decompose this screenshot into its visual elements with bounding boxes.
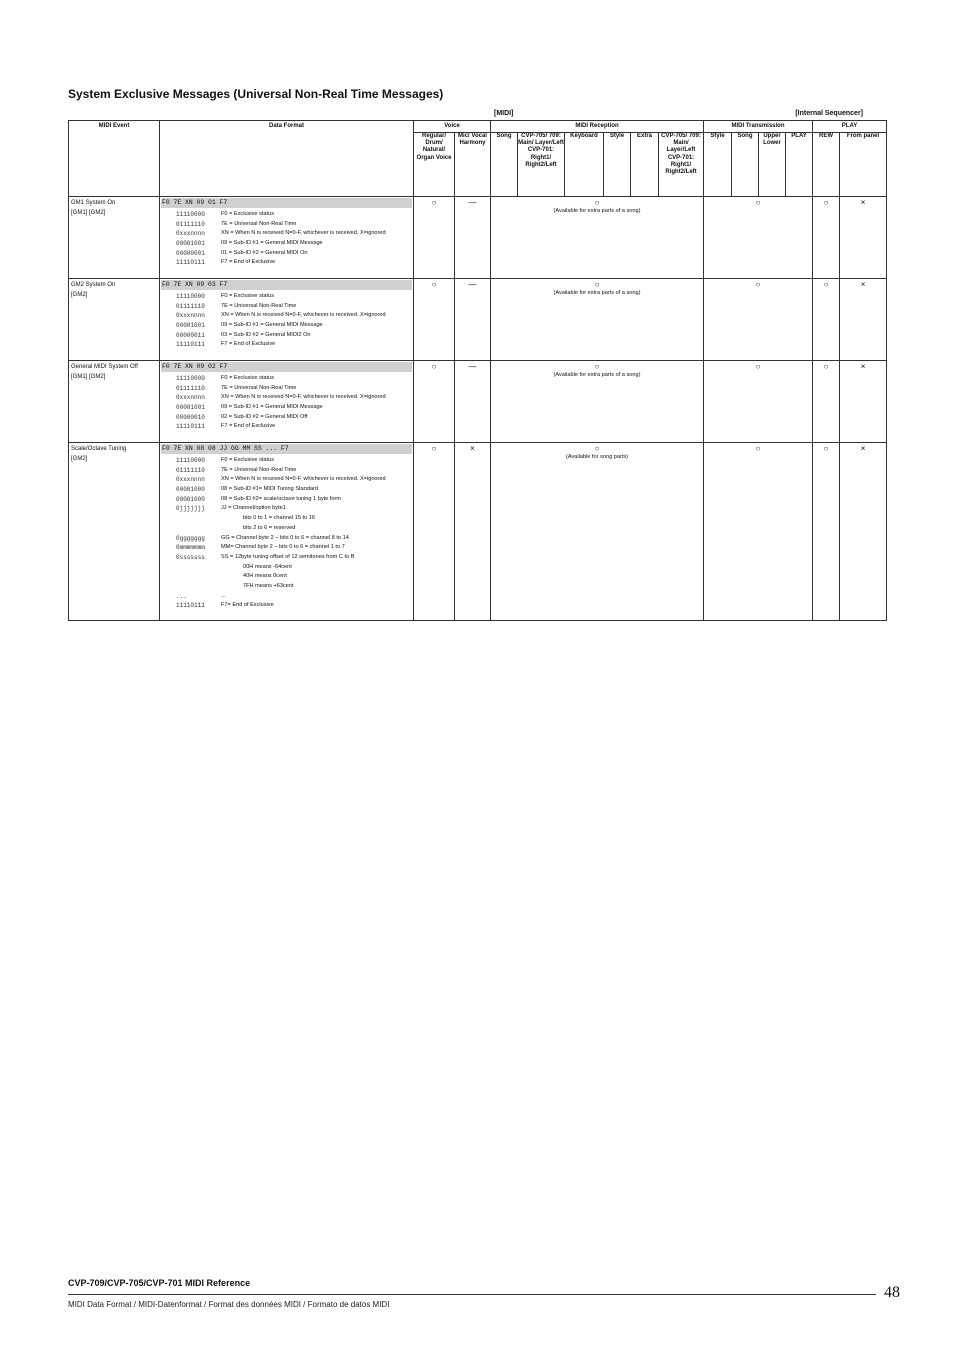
midi-reception-note: (Available for extra parts of a song) <box>553 372 641 378</box>
data-format-line <box>161 258 412 268</box>
data-format-description: MM= Channel byte 2 – bits 0 to 6 = channel 1 to 7 <box>221 544 345 551</box>
col-rx-keyboard: Keyboard <box>565 133 604 197</box>
col-group-midi-reception: MIDI Reception <box>491 121 704 133</box>
data-format-bits: 11110000 <box>176 211 205 218</box>
data-format-bits: ... <box>176 592 187 600</box>
data-format-cell <box>160 443 414 621</box>
data-format-description: 08 = Sub-ID #1= MIDI Tuning Standard <box>221 486 319 493</box>
internal-sequencer-group-label: [Internal Sequencer] <box>795 110 863 117</box>
data-format-continuation: bits 2 to 6 = reserved <box>243 524 296 531</box>
data-format-bits: 11110000 <box>176 375 205 382</box>
table-row <box>69 197 887 279</box>
midi-reception-symbol: ○ <box>594 198 600 207</box>
col-group-voice: Voice <box>414 121 491 133</box>
voice-regular-symbol: ○ <box>431 444 437 453</box>
play-cell <box>813 279 840 361</box>
midi-transmission-cell <box>704 197 813 279</box>
midi-transmission-cell <box>704 279 813 361</box>
rew-cell <box>840 443 887 621</box>
midi-transmission-symbol: ○ <box>755 444 761 453</box>
col-from-panel: From panel <box>840 133 887 197</box>
voice-regular-cell <box>414 197 455 279</box>
col-rx-style: Style <box>604 133 631 197</box>
voice-mic-symbol: × <box>470 444 475 453</box>
midi-transmission-symbol: ○ <box>755 198 761 207</box>
data-format-line <box>161 302 412 312</box>
data-format-bits: 0xxxnnnn <box>176 230 205 238</box>
midi-event-label: GM1 System On <box>71 200 116 206</box>
data-format-bits: 11110000 <box>176 457 205 464</box>
data-format-bits: 11110111 <box>176 259 205 267</box>
midi-event-cell <box>69 443 160 621</box>
data-format-description: SS = 12byte tuning offset of 12 semitones from C to B <box>221 553 355 560</box>
rew-cell <box>840 197 887 279</box>
header-row-1 <box>69 121 887 133</box>
col-rx-song: Song <box>491 133 518 197</box>
data-format-line <box>161 572 412 582</box>
data-format-line <box>161 485 412 495</box>
midi-group-label: [MIDI] <box>494 110 514 117</box>
data-format-line <box>161 582 412 592</box>
rew-cell <box>840 361 887 443</box>
data-format-description: ... <box>221 592 226 599</box>
midi-transmission-symbol: ○ <box>755 362 761 371</box>
data-format-description: 09 = Sub-ID #1 = General MIDI Message <box>221 404 323 411</box>
data-format-line <box>161 340 412 350</box>
midi-reception-cell <box>491 279 704 361</box>
data-format-bits: 01111110 <box>176 302 205 310</box>
rew-symbol: × <box>860 280 866 289</box>
data-format-continuation: 7FH means +63cent <box>243 582 294 589</box>
data-format-line <box>161 592 412 602</box>
voice-mic-cell <box>455 197 491 279</box>
col-group-play: PLAY <box>813 121 887 133</box>
data-format-line <box>161 249 412 259</box>
footer-title: CVP-709/CVP-705/CVP-701 MIDI Reference <box>68 1278 251 1288</box>
data-format-description: GG = Channel byte 2 – bits 0 to 6 = channel 8 to 14 <box>221 534 349 541</box>
col-tx-upper-lower: Upper Lower <box>759 133 786 197</box>
data-format-description: F7 = End of Exclusive <box>221 341 276 348</box>
data-format-line <box>161 403 412 413</box>
play-cell <box>813 443 840 621</box>
table-row <box>69 361 887 443</box>
midi-event-label: GM2 System On <box>71 282 116 288</box>
data-format-line <box>161 239 412 249</box>
data-format-description: F0 = Exclusive status <box>221 293 275 299</box>
data-format-description: 08 = Sub-ID #2= scale/octave tuning 1 byte form <box>221 495 342 502</box>
data-format-bits: 01111110 <box>176 220 205 228</box>
midi-event-cell <box>69 197 160 279</box>
data-format-bits: 00000011 <box>176 331 205 339</box>
data-format-description: F0 = Exclusive status <box>221 375 275 381</box>
play-cell <box>813 197 840 279</box>
data-format-line <box>161 504 412 514</box>
midi-reception-symbol: ○ <box>594 444 600 453</box>
data-format-description: F7= End of Exclusive <box>221 602 274 609</box>
rew-cell <box>840 279 887 361</box>
data-format-line <box>161 292 412 302</box>
data-format-line <box>161 475 412 485</box>
data-format-bits: 11110111 <box>176 341 205 349</box>
data-format-cell <box>160 197 414 279</box>
data-format-line <box>161 384 412 394</box>
data-format-description: 7E = Universal Non-Real Time <box>221 466 297 473</box>
message-bytes: F0 7E XN 08 08 JJ GG MM SS ... F7 <box>161 444 412 454</box>
data-format-line <box>161 514 412 524</box>
midi-reception-cell <box>491 443 704 621</box>
data-format-bits: 0xxxnnnn <box>176 312 205 320</box>
midi-event-label: [GM2] <box>71 292 88 299</box>
data-format-bits: 00001000 <box>176 495 205 503</box>
data-format-bits: 00001001 <box>176 322 205 330</box>
play-symbol: ○ <box>823 280 829 289</box>
table-row <box>69 443 887 621</box>
data-format-line <box>161 210 412 220</box>
col-mic-vocal-harmony: Mic/ Vocal Harmony <box>455 133 491 197</box>
data-format-line <box>161 466 412 476</box>
sysex-table <box>68 120 887 621</box>
data-format-description: XN = When N is received N=0-F, whichever is received. X=ignored <box>221 312 386 319</box>
data-format-line <box>161 534 412 544</box>
data-format-bits: 0mmmmmmm <box>176 544 205 552</box>
table-body <box>69 197 887 621</box>
data-format-bits: 11110111 <box>176 423 205 431</box>
voice-regular-cell <box>414 361 455 443</box>
data-format-line <box>161 321 412 331</box>
data-format-line <box>161 220 412 230</box>
midi-reception-symbol: ○ <box>594 362 600 371</box>
page-number: 48 <box>884 1284 900 1301</box>
play-cell <box>813 361 840 443</box>
data-format-line <box>161 413 412 423</box>
data-format-bits: 11110000 <box>176 293 205 300</box>
midi-reception-symbol: ○ <box>594 280 600 289</box>
midi-reception-cell <box>491 197 704 279</box>
voice-mic-cell <box>455 443 491 621</box>
play-symbol: ○ <box>823 444 829 453</box>
midi-event-label: [GM1] [GM2] <box>71 210 106 217</box>
data-format-bits: 00000010 <box>176 413 205 421</box>
midi-reception-note: (Available for extra parts of a song) <box>553 290 641 296</box>
data-format-line <box>161 543 412 553</box>
data-format-description: F0 = Exclusive status <box>221 211 275 217</box>
data-format-cell <box>160 361 414 443</box>
midi-event-cell <box>69 361 160 443</box>
midi-event-label: [GM1] [GM2] <box>71 374 106 381</box>
footer-divider <box>68 1294 876 1295</box>
data-format-line <box>161 311 412 321</box>
voice-regular-symbol: ○ <box>431 198 437 207</box>
col-tx-cvp-parts: CVP-705/ 709: Main/ Layer/Left CVP-701: Right1/ Right2/Left <box>659 133 704 197</box>
data-format-line <box>161 456 412 466</box>
data-format-bits: 0sssssss <box>176 553 205 561</box>
midi-reception-note: (Available for song parts) <box>565 454 629 460</box>
data-format-description: XN = When N is received N=0-F, whichever is received. X=ignored <box>221 230 386 237</box>
voice-mic-symbol: — <box>468 198 477 207</box>
data-format-bits: 01111110 <box>176 384 205 392</box>
data-format-description: 01 = Sub-ID #2 = General MIDI On <box>221 249 308 256</box>
midi-event-cell <box>69 279 160 361</box>
data-format-line <box>161 422 412 432</box>
data-format-description: XN = When N is received N=0-F, whichever is received. X=ignored <box>221 476 386 483</box>
data-format-continuation: 00H means -64cent <box>243 563 292 570</box>
voice-mic-cell <box>455 361 491 443</box>
data-format-bits: 0jjjjjjj <box>176 505 205 513</box>
rew-symbol: × <box>860 362 866 371</box>
play-symbol: ○ <box>823 198 829 207</box>
data-format-description: JJ = Channel/option byte1 <box>221 505 286 512</box>
data-format-description: 09 = Sub-ID #1 = General MIDI Message <box>221 240 323 247</box>
data-format-line <box>161 331 412 341</box>
data-format-description: F0 = Exclusive status <box>221 457 275 463</box>
voice-mic-cell <box>455 279 491 361</box>
data-format-bits: 00000001 <box>176 249 205 257</box>
midi-transmission-symbol: ○ <box>755 280 761 289</box>
col-rx-extra: Extra <box>631 133 659 197</box>
data-format-line <box>161 393 412 403</box>
rew-symbol: × <box>860 198 866 207</box>
table-row <box>69 279 887 361</box>
message-bytes: F0 7E XN 09 03 F7 <box>161 280 412 290</box>
midi-reception-cell <box>491 361 704 443</box>
midi-event-label: General MIDI System Off <box>71 364 138 370</box>
col-rew: REW <box>813 133 840 197</box>
col-midi-event: MIDI Event <box>69 121 160 197</box>
data-format-cell <box>160 279 414 361</box>
play-symbol: ○ <box>823 362 829 371</box>
data-format-bits: 01111110 <box>176 466 205 474</box>
data-format-description: 09 = Sub-ID #1 = General MIDI Message <box>221 322 323 329</box>
voice-mic-symbol: — <box>468 280 477 289</box>
data-format-continuation: 40H means 0cent <box>243 573 287 580</box>
data-format-bits: 0xxxnnnn <box>176 476 205 484</box>
data-format-description: 03 = Sub-ID #2 = General MIDI2 On <box>221 331 311 338</box>
data-format-bits: 0ggggggg <box>176 534 205 542</box>
col-play: PLAY <box>786 133 813 197</box>
data-format-bits: 00001001 <box>176 240 205 248</box>
data-format-continuation: bits 0 to 1 = channel 15 to 16 <box>243 515 315 522</box>
data-format-description: F7 = End of Exclusive <box>221 423 276 430</box>
data-format-line <box>161 563 412 573</box>
data-format-description: 7E = Universal Non-Real Time <box>221 384 297 391</box>
data-format-line <box>161 524 412 534</box>
data-format-description: 7E = Universal Non-Real Time <box>221 220 297 227</box>
col-rx-cvp-parts: CVP-705/ 709: Main/ Layer/Left CVP-701: Right1/ Right2/Left <box>518 133 565 197</box>
data-format-description: 7E = Universal Non-Real Time <box>221 302 297 309</box>
data-format-bits: 0xxxnnnn <box>176 394 205 402</box>
voice-regular-cell <box>414 279 455 361</box>
data-format-description: 02 = Sub-ID #2 = General MIDI Off <box>221 413 308 420</box>
col-tx-style: Style <box>704 133 732 197</box>
data-format-line <box>161 495 412 505</box>
data-format-bits: 11110111 <box>176 602 205 610</box>
data-format-bits: 00001001 <box>176 404 205 412</box>
col-group-midi-transmission: MIDI Transmission <box>704 121 813 133</box>
footer-subtitle: MIDI Data Format / MIDI-Datenformat / Format des données MIDI / Formato de datos MIDI <box>68 1300 390 1309</box>
col-tx-song: Song <box>732 133 759 197</box>
data-format-line <box>161 229 412 239</box>
midi-transmission-cell <box>704 361 813 443</box>
data-format-description: XN = When N is received N=0-F, whichever is received. X=ignored <box>221 394 386 401</box>
data-format-line <box>161 553 412 563</box>
midi-reception-note: (Available for extra parts of a song) <box>553 208 641 214</box>
message-bytes: F0 7E XN 09 01 F7 <box>161 198 412 208</box>
midi-event-label: [GM2] <box>71 456 88 463</box>
midi-transmission-cell <box>704 443 813 621</box>
section-title: System Exclusive Messages (Universal Non-Real Time Messages) <box>68 87 444 101</box>
rew-symbol: × <box>860 444 866 453</box>
voice-regular-symbol: ○ <box>431 280 437 289</box>
data-format-bits: 00001000 <box>176 486 205 494</box>
data-format-description: F7 = End of Exclusive <box>221 259 276 266</box>
col-data-format: Data Format <box>160 121 414 197</box>
data-format-line <box>161 601 412 611</box>
col-regular-voice: Regular/ Drum/ Natural/ Organ Voice <box>414 133 455 197</box>
voice-regular-symbol: ○ <box>431 362 437 371</box>
midi-event-label: Scale/Octave Tuning <box>71 446 127 452</box>
voice-regular-cell <box>414 443 455 621</box>
message-bytes: F0 7E XN 09 02 F7 <box>161 362 412 372</box>
data-format-line <box>161 374 412 384</box>
voice-mic-symbol: — <box>468 362 477 371</box>
